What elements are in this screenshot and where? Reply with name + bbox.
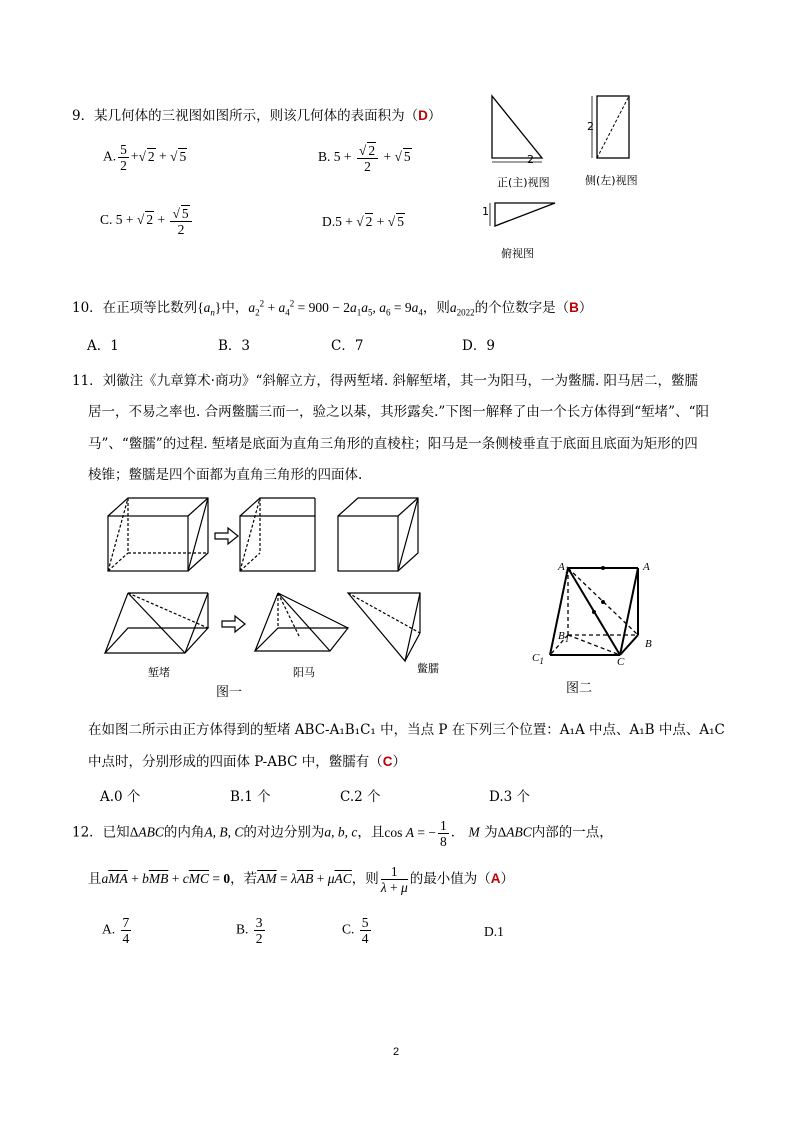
- point-label-b1: $B_1$: [558, 630, 570, 645]
- q11-line-2: 居一，不易之率也. 合两鳖臑三而一，验之以棊，其形露矣.”下图一解释了由一个长方体得到“堑堵”、“阳: [88, 404, 709, 420]
- q11-line-4: 棱锥；鳖臑是四个面都为直角三角形的四面体.: [88, 467, 363, 483]
- q11-answer: C: [382, 754, 393, 769]
- point-label-c1: $C_1$: [532, 652, 544, 667]
- prism-shape-2: [338, 498, 418, 571]
- cuboid-shape: [108, 498, 208, 571]
- q12-option-b: B. $\frac{3}{2}$: [236, 915, 263, 946]
- q11-option-d: D.3 个: [489, 789, 531, 805]
- q11-body-1: 在如图二所示由正方体得到的堑堵 ABC-A₁B₁C₁ 中，当点 P 在下列三个位置：A₁A 中点、A₁B 中点、A₁C: [88, 722, 725, 738]
- point-midpoint-a1b: [601, 600, 605, 604]
- point-midpoint-a1a: [601, 566, 605, 570]
- q11-line-1: 11．刘徽注《九章算术·商功》“斜解立方，得两堑堵. 斜解堑堵，其一为阳马，一为鳖臑. 阳马居二，鳖臑: [72, 373, 699, 389]
- top-view-label: 俯视图: [501, 247, 534, 260]
- q10-answer: B: [569, 300, 579, 315]
- fig1-label-bienao: 鳖臑: [417, 662, 439, 675]
- q9-answer: D: [418, 108, 428, 123]
- front-view-dim: 2: [527, 153, 534, 166]
- bienao-shape: [348, 593, 420, 661]
- prism-shape: [240, 498, 315, 571]
- q12-option-c: C. $\frac{5}{4}$: [342, 915, 369, 946]
- q10-option-b: B．3: [218, 338, 251, 354]
- q12-stem-line-2: 且aMA + $b\overline{MB} + c\overline{MC} = 0$，若$\overline{AM} = \lambda\overline{AB} + \mu\overline{AC}$，则 $\frac{1}{\lambda + \mu}$ 的最小值为（A）: [88, 864, 515, 895]
- fig1-label-qiandu: 堑堵: [148, 666, 170, 679]
- qiandu-shape: [105, 593, 208, 653]
- q12-option-d: D.1: [484, 924, 504, 939]
- fig2-caption: 图二: [566, 681, 593, 696]
- q10-option-d: D．9: [462, 338, 495, 354]
- q9-option-c: C. 5 + √ 2 + $\frac{√ 5}{2}$: [100, 205, 194, 237]
- fig1-caption: 图一: [216, 685, 243, 700]
- point-label-b: B: [645, 638, 652, 650]
- q11-body-2: 中点时，分别形成的四面体 P-ABC 中，鳖臑有（C）: [88, 754, 406, 770]
- q10-option-a: A．1: [87, 338, 119, 354]
- q11-line-3: 马”、“鳖臑”的过程. 堑堵是底面为直角三角形的直棱柱；阳马是一条侧棱垂直于底面且底面为矩形的四: [88, 436, 698, 452]
- arrow-right-icon: [215, 528, 238, 544]
- side-view-label: 侧(左)视图: [585, 174, 638, 187]
- q12-answer: A: [490, 871, 501, 886]
- q9-stem: 9．某几何体的三视图如图所示，则该几何体的表面积为（D）: [72, 108, 442, 124]
- top-view-dim: 1: [482, 205, 489, 218]
- q9-option-b: B. 5 + $\frac{√ 2}{2}$ + √ 5: [318, 143, 411, 174]
- point-label-a: A: [643, 561, 650, 573]
- front-view-label: 正(主)视图: [497, 176, 550, 189]
- q11-option-c: C.2 个: [340, 789, 381, 805]
- point-label-a1: $A_1$: [558, 561, 570, 576]
- top-view-shape: [495, 203, 555, 226]
- fig1-label-yangma: 阳马: [293, 666, 315, 679]
- q10-stem: 10．在正项等比数列$\{a_n\}$中，$a_2^2 + a_4^2 = 900 - 2a_1a_5$, $a_6 = 9a_4$，则$a_{2022}$的个位数字是（B）: [72, 298, 593, 318]
- figure-2-diagram: [528, 560, 668, 670]
- q10-option-c: C．7: [331, 338, 364, 354]
- figure-1-diagram: [100, 493, 440, 683]
- q12-stem-line-1: 12．已知ΔABC的内角A, B, C的对边分别为a, b, c，且cos A = − $\frac{1}{8}$ ． M 为ΔABC内部的一点，: [72, 818, 613, 849]
- yangma-shape: [255, 593, 348, 651]
- side-view-dim: 2: [587, 120, 594, 133]
- q9-option-a: A. $\frac{5}{2}$ +√ 2 + √ 5: [103, 142, 187, 173]
- q9-option-d: D.5 + √ 2 + √ 5: [322, 214, 404, 229]
- front-view-shape: [492, 96, 542, 158]
- q11-option-a: A.0 个: [100, 789, 141, 805]
- q11-option-b: B.1 个: [230, 789, 271, 805]
- point-midpoint-a1c: [592, 610, 596, 614]
- page-number: 2: [393, 1046, 400, 1058]
- arrow-right-icon-2: [222, 616, 245, 632]
- point-label-c: C: [617, 656, 625, 668]
- q12-option-a: A. $\frac{7}{4}$: [102, 915, 130, 946]
